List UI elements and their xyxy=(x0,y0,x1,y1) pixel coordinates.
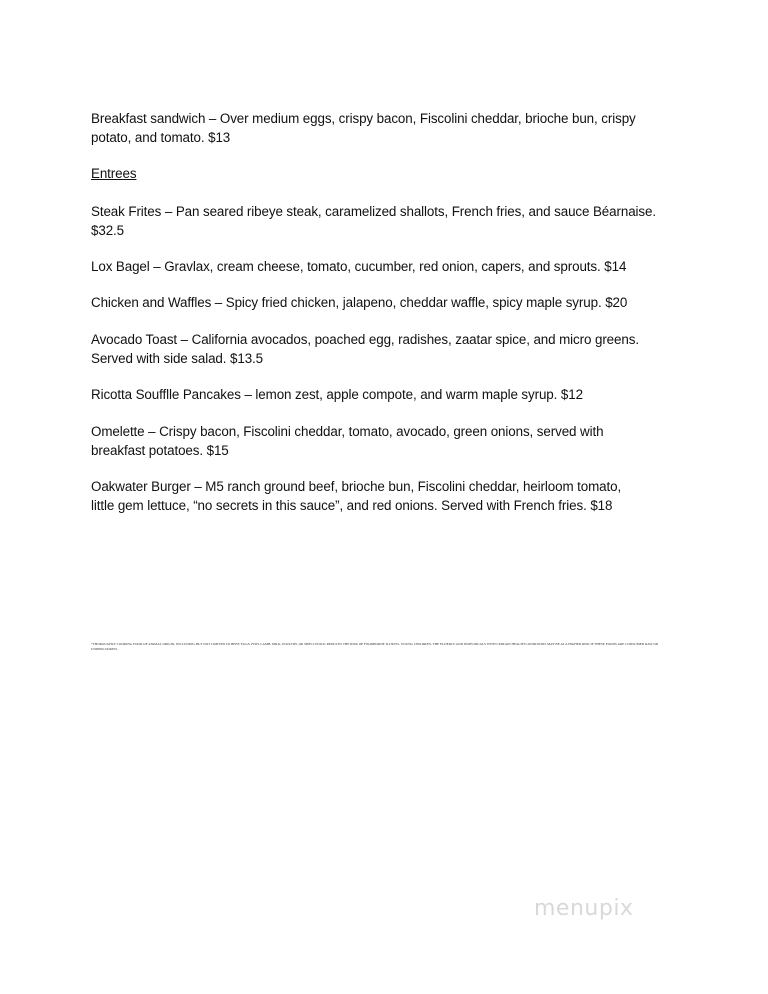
menu-item-chicken-waffles xyxy=(91,294,691,313)
food-safety-disclaimer: *THOROUGHLY COOKING FOOD OF ANIMAL ORIGIN, INCLUDING BUT NOT LIMITED TO BEEF, EGGS, FISH, LAMB, MILK, POULTRY, OR SHELLSTOCK REDUCES THE RISK OF FOODBORNE ILLNESS. YOUNG CHILDREN, THE ELDERLY AND INDIVIDUALS WITH CERTAIN HEALTH CONDITIONS MAY BE AT A HIGHER RISK IF THESE FOODS ARE CONSUMED RAW OR UNDERCOOKED. xyxy=(91,642,659,651)
item-text-line: Ricotta Soufflle Pancakes – lemon zest, apple compote, and warm maple syrup. $12 xyxy=(91,387,583,402)
watermark-logo: menupix xyxy=(534,896,634,921)
section-heading-text: Entrees xyxy=(91,166,137,181)
item-text-line: little gem lettuce, “no secrets in this sauce”, and red onions. Served with French fries. $18 xyxy=(91,497,613,513)
item-text-line: Avocado Toast – California avocados, poached egg, radishes, zaatar spice, and micro greens. xyxy=(91,332,639,347)
item-text-line: Steak Frites – Pan seared ribeye steak, caramelized shallots, French fries, and sauce Béarnaise. xyxy=(91,204,656,219)
watermark-decoration xyxy=(530,880,682,886)
item-text-line: Served with side salad. $13.5 xyxy=(91,350,264,366)
item-text-line: Oakwater Burger – M5 ranch ground beef, brioche bun, Fiscolini cheddar, heirloom tomato, xyxy=(91,479,622,494)
menu-item-omelette xyxy=(91,423,691,460)
menu-item-ricotta-pancakes xyxy=(91,386,691,405)
menu-item-steak-frites xyxy=(91,203,691,240)
menu-item-lox-bagel xyxy=(91,258,691,277)
item-text-line: $32.5 xyxy=(91,222,125,238)
menu-item-oakwater-burger xyxy=(91,478,691,515)
menu-item-breakfast-sandwich xyxy=(91,110,691,147)
item-text-line: Chicken and Waffles – Spicy fried chicken, jalapeno, cheddar waffle, spicy maple syrup. $20 xyxy=(91,295,628,310)
item-text-line: potato, and tomato. $13 xyxy=(91,129,231,145)
section-heading-entrees xyxy=(91,165,691,184)
item-text-line: Lox Bagel – Gravlax, cream cheese, tomato, cucumber, red onion, capers, and sprouts. $14 xyxy=(91,259,627,274)
menu-item-avocado-toast xyxy=(91,331,691,368)
item-text-line: Breakfast sandwich – Over medium eggs, crispy bacon, Fiscolini cheddar, brioche bun, crispy xyxy=(91,111,636,126)
item-text-line: breakfast potatoes. $15 xyxy=(91,442,229,458)
item-text-line: Omelette – Crispy bacon, Fiscolini cheddar, tomato, avocado, green onions, served with xyxy=(91,424,604,439)
